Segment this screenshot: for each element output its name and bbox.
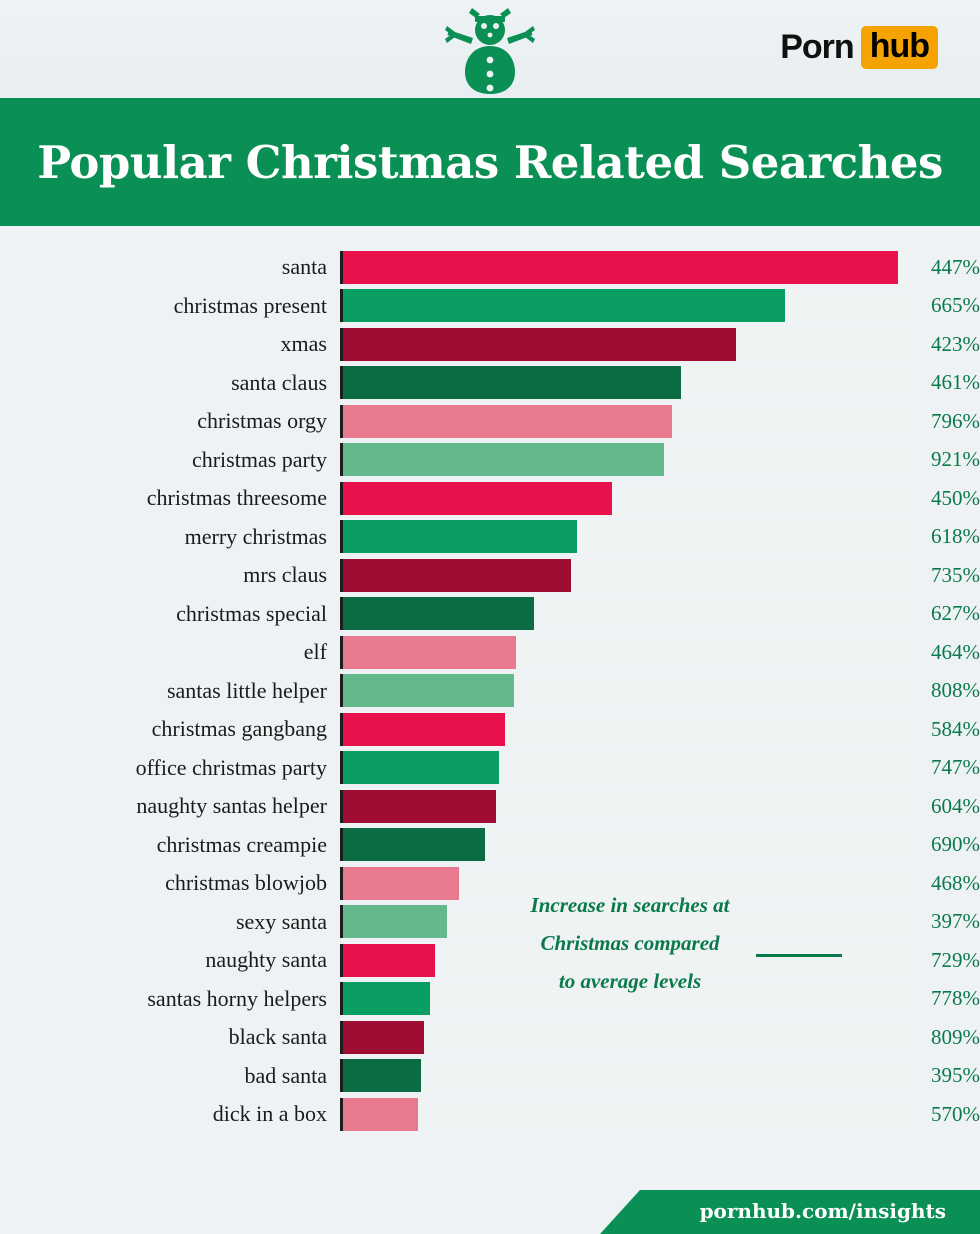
bar-track <box>340 1059 918 1092</box>
pornhub-logo <box>780 26 938 69</box>
bar-label: mrs claus <box>243 562 327 588</box>
bar-value: 747% <box>931 755 980 780</box>
bar-label: dick in a box <box>212 1101 327 1127</box>
bar-track <box>340 1021 918 1054</box>
bar <box>343 944 435 977</box>
bar-label: christmas party <box>191 446 327 472</box>
bar <box>343 1059 421 1092</box>
bar-value: 423% <box>931 331 980 356</box>
bar-label: christmas special <box>176 600 327 626</box>
bar <box>343 597 534 630</box>
footer-url: pornhub.com/insights <box>699 1199 946 1223</box>
bar <box>343 1021 424 1054</box>
chart-row <box>0 864 980 903</box>
chart-row <box>0 903 980 942</box>
chart-row <box>0 287 980 326</box>
annotation-line-3: to average levels <box>558 969 702 993</box>
chart-row <box>0 1018 980 1057</box>
chart-row <box>0 826 980 865</box>
chart-row <box>0 710 980 749</box>
bar-value: 447% <box>931 254 980 279</box>
bar <box>343 867 459 900</box>
bar <box>343 713 505 746</box>
bar-label: naughty santas helper <box>136 793 327 819</box>
bar-label: bad santa <box>244 1062 327 1088</box>
chart-row <box>0 364 980 403</box>
bar-label: christmas creampie <box>156 831 327 857</box>
chart-row <box>0 248 980 287</box>
bar-track <box>340 289 918 322</box>
bar-track <box>340 443 918 476</box>
bar-track <box>340 520 918 553</box>
bar <box>343 366 681 399</box>
bar <box>343 443 664 476</box>
chart-row <box>0 441 980 480</box>
page-header <box>0 0 980 98</box>
bar-value: 450% <box>931 485 980 510</box>
chart-row <box>0 1095 980 1134</box>
bar <box>343 982 430 1015</box>
bar-label: naughty santa <box>205 947 327 973</box>
logo-text-hub: hub <box>861 26 938 69</box>
bar-value: 397% <box>931 909 980 934</box>
bar <box>343 520 577 553</box>
logo-text-porn: Porn <box>780 28 854 66</box>
bar <box>343 905 447 938</box>
bar-value: 921% <box>931 447 980 472</box>
bar <box>343 405 672 438</box>
bar-track <box>340 597 918 630</box>
bar-track <box>340 944 918 977</box>
bar-track <box>340 482 918 515</box>
bar-label: santas horny helpers <box>147 985 327 1011</box>
bar-value: 584% <box>931 716 980 741</box>
bar-label: christmas threesome <box>146 485 327 511</box>
page-footer <box>0 1190 980 1234</box>
bar-label: black santa <box>228 1024 327 1050</box>
chart-row <box>0 402 980 441</box>
bar <box>343 289 785 322</box>
bar-value: 468% <box>931 870 980 895</box>
bar-value: 808% <box>931 678 980 703</box>
bar-track <box>340 790 918 823</box>
bar-value: 665% <box>931 293 980 318</box>
bar <box>343 674 514 707</box>
bar-track <box>340 636 918 669</box>
page-title: Popular Christmas Related Searches <box>37 135 943 189</box>
bar <box>343 251 898 284</box>
chart-row <box>0 941 980 980</box>
bar-track <box>340 828 918 861</box>
bar-value: 796% <box>931 408 980 433</box>
bar-value: 464% <box>931 639 980 664</box>
bar <box>343 559 571 592</box>
bar-value: 809% <box>931 1024 980 1049</box>
bar-value: 618% <box>931 524 980 549</box>
bar <box>343 636 516 669</box>
bar <box>343 828 485 861</box>
annotation-line-1: Increase in searches at <box>530 893 730 917</box>
bar-track <box>340 366 918 399</box>
chart-row <box>0 1057 980 1096</box>
bar-label: santa <box>281 254 327 280</box>
bar-value: 778% <box>931 986 980 1011</box>
chart-row <box>0 595 980 634</box>
bar-value: 690% <box>931 832 980 857</box>
bar-label: santa claus <box>231 369 327 395</box>
chart-row <box>0 980 980 1019</box>
bar-value: 735% <box>931 562 980 587</box>
chart-row <box>0 556 980 595</box>
bar-label: christmas gangbang <box>151 716 327 742</box>
bar-track <box>340 559 918 592</box>
bar-track <box>340 905 918 938</box>
bar-value: 627% <box>931 601 980 626</box>
bar-track <box>340 251 918 284</box>
bar-label: elf <box>303 639 327 665</box>
chart-row <box>0 325 980 364</box>
bar-label: santas little helper <box>166 677 327 703</box>
bar-track <box>340 674 918 707</box>
bar <box>343 751 499 784</box>
bar-label: christmas blowjob <box>165 870 327 896</box>
bar-track <box>340 713 918 746</box>
chart-row <box>0 787 980 826</box>
bar-value: 604% <box>931 793 980 818</box>
bar <box>343 790 496 823</box>
bar-chart <box>0 226 980 1134</box>
bar <box>343 1098 418 1131</box>
bar <box>343 328 736 361</box>
chart-row <box>0 672 980 711</box>
bar-value: 395% <box>931 1063 980 1088</box>
bar-label: xmas <box>280 331 327 357</box>
chart-row <box>0 633 980 672</box>
bar-track <box>340 328 918 361</box>
chart-row <box>0 479 980 518</box>
bar-label: sexy santa <box>235 908 327 934</box>
annotation-line-2: Christmas compared <box>540 931 720 955</box>
chart-row <box>0 749 980 788</box>
title-band <box>0 98 980 226</box>
bar-value: 729% <box>931 947 980 972</box>
bar-label: christmas orgy <box>197 408 327 434</box>
chart-row <box>0 518 980 557</box>
bar-track <box>340 751 918 784</box>
bar-track <box>340 867 918 900</box>
bar-value: 461% <box>931 370 980 395</box>
bar-value: 570% <box>931 1101 980 1126</box>
bar-label: christmas present <box>173 292 327 318</box>
bar-track <box>340 982 918 1015</box>
bar-label: merry christmas <box>184 523 327 549</box>
bar-track <box>340 1098 918 1131</box>
bar-track <box>340 405 918 438</box>
bar <box>343 482 612 515</box>
snowman-icon <box>435 8 545 103</box>
bar-label: office christmas party <box>135 754 327 780</box>
